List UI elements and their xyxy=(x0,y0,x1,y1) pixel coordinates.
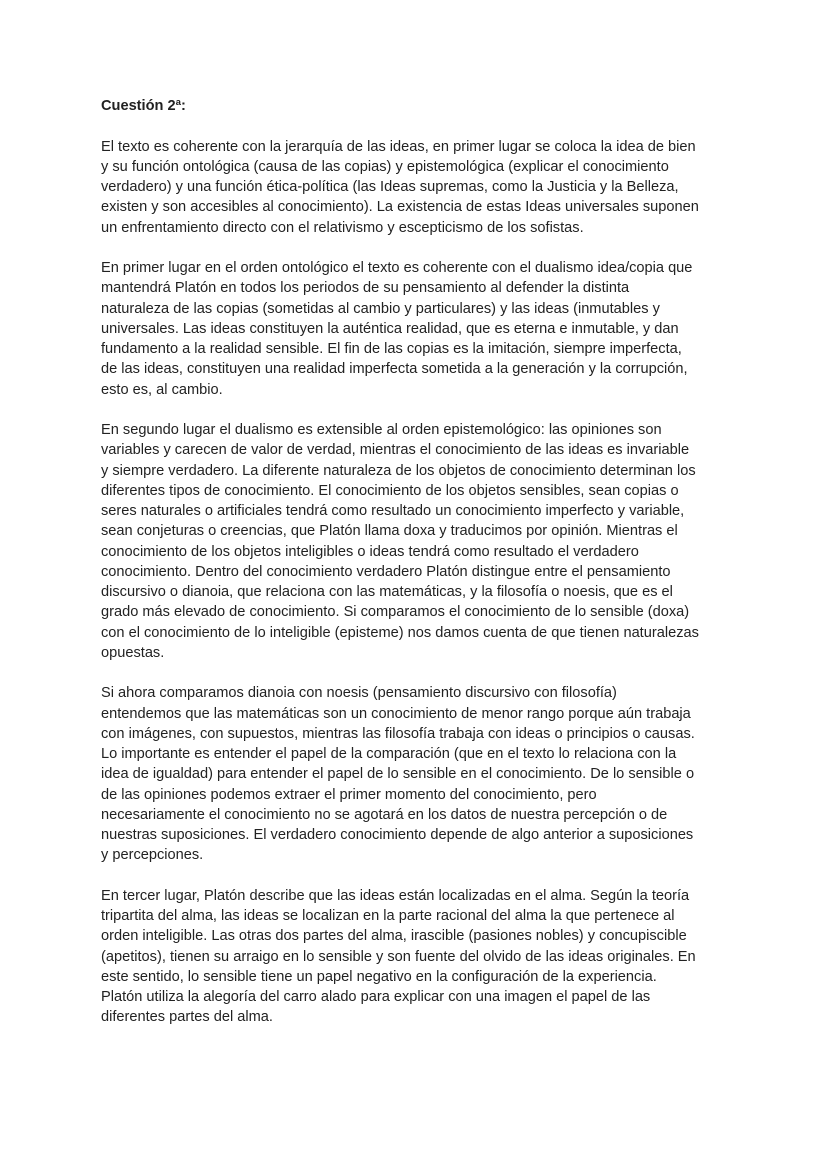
text-line: existen y son accesibles al conocimiento). La existencia de estas Ideas universales suponen xyxy=(101,199,699,216)
text-line: conocimiento de los objetos inteligibles o ideas tendrá como resultado el verdadero xyxy=(101,543,639,560)
text-line: El texto es coherente con la jerarquía de las ideas, en primer lugar se coloca la idea de bien xyxy=(101,138,696,155)
text-line: universales. Las ideas constituyen la auténtica realidad, que es eterna e inmutable, y dan xyxy=(101,320,679,337)
text-line: sean conjeturas o creencias, que Platón llama doxa y traducimos por opinión. Mientras el xyxy=(101,523,678,540)
paragraph-5 xyxy=(101,886,737,1028)
paragraph-3 xyxy=(101,420,737,663)
text-line: con el conocimiento de lo inteligible (episteme) nos damos cuenta de que tienen naturalezas xyxy=(101,624,699,641)
text-line: nuestras suposiciones. El verdadero conocimiento depende de algo anterior a suposiciones xyxy=(101,827,694,843)
text-line: esto es, al cambio. xyxy=(101,381,223,398)
text-line: Platón utiliza la alegoría del carro alado para explicar con una imagen el papel de las xyxy=(101,989,651,1005)
text-line: En primer lugar en el orden ontológico el texto es coherente con el dualismo idea/copia que xyxy=(101,260,693,276)
text-line: y percepciones. xyxy=(101,847,204,864)
page-heading: Cuestión 2ª: xyxy=(101,98,186,114)
text-line: Si ahora comparamos dianoia con noesis (pensamiento discursivo con filosofía) xyxy=(101,685,617,702)
text-line: discursivo o dianoia, que relaciona con las matemáticas, y la filosofía o noesis, que es el xyxy=(101,584,673,600)
text-line: necesariamente el conocimiento no se agotará en los datos de nuestra percepción o de xyxy=(101,806,668,823)
text-line: y siempre verdadero. La diferente naturaleza de los objetos de conocimiento determinan los xyxy=(101,462,696,479)
text-line: fundamento a la realidad sensible. El fin de las copias es la imitación, siempre imperfecta, xyxy=(101,341,682,357)
text-line: idea de igualdad) para entender el papel de lo sensible en el conocimiento. De lo sensible o xyxy=(101,766,695,783)
text-line: diferentes partes del alma. xyxy=(101,1009,273,1026)
text-line: entendemos que las matemáticas son un conocimiento de menor rango porque aún trabaja xyxy=(101,705,691,722)
text-line: opuestas. xyxy=(101,644,165,661)
text-line: Lo importante es entender el papel de la comparación (que en el texto lo relaciona con la xyxy=(101,746,677,762)
text-line: con imágenes, con supuestos, mientras las filosofía trabaja con ideas o principios o causas. xyxy=(101,725,695,742)
text-line: un enfrentamiento directo con el relativismo y escepticismo de los sofistas. xyxy=(101,219,584,236)
text-line: (apetitos), tienen su arraigo en lo sensible y son fuente del olvido de las ideas originales. En xyxy=(101,948,696,965)
text-line: verdadero) y una función ética-política (las Ideas supremas, como la Justicia y la Belleza, xyxy=(101,179,679,195)
paragraph-list xyxy=(101,137,737,1028)
text-line: En tercer lugar, Platón describe que las ideas están localizadas en el alma. Según la teoría xyxy=(101,887,690,904)
text-line: conocimiento. Dentro del conocimiento verdadero Platón distingue entre el pensamiento xyxy=(101,563,671,580)
text-line: naturaleza de las copias (sometidas al cambio y particulares) y las ideas (inmutables y xyxy=(101,300,660,317)
text-line: de las ideas, constituyen una realidad imperfecta sometida a la generación y la corrupción, xyxy=(101,361,688,378)
text-line: este sentido, lo sensible tiene un papel negativo en la configuración de la experiencia. xyxy=(101,968,657,985)
text-line: En segundo lugar el dualismo es extensible al orden epistemológico: las opiniones son xyxy=(101,422,662,438)
text-line: orden inteligible. Las otras dos partes del alma, irascible (pasiones nobles) y concupiscible xyxy=(101,928,687,945)
text-line: grado más elevado de conocimiento. Si comparamos el conocimiento de lo sensible (doxa) xyxy=(101,604,690,621)
text-line: mantendrá Platón en todos los periodos de su pensamiento al defender la distinta xyxy=(101,280,630,297)
paragraph-1 xyxy=(101,137,737,238)
document-body xyxy=(101,96,737,1048)
text-line: seres naturales o artificiales tendrá como resultado un conocimiento imperfecto y variable, xyxy=(101,503,685,519)
text-line: de las opiniones podemos extraer el primer momento del conocimiento, pero xyxy=(101,786,597,803)
text-line: y su función ontológica (causa de las copias) y epistemológica (explicar el conocimiento xyxy=(101,158,669,175)
paragraph-4 xyxy=(101,683,737,865)
text-line: tripartita del alma, las ideas se localizan en la parte racional del alma la que pertenece al xyxy=(101,908,675,924)
text-line: variables y carecen de valor de verdad, mientras el conocimiento de las ideas es invariable xyxy=(101,442,690,459)
paragraph-2 xyxy=(101,258,737,400)
text-line: diferentes tipos de conocimiento. El conocimiento de los objetos sensibles, sean copias o xyxy=(101,482,679,499)
